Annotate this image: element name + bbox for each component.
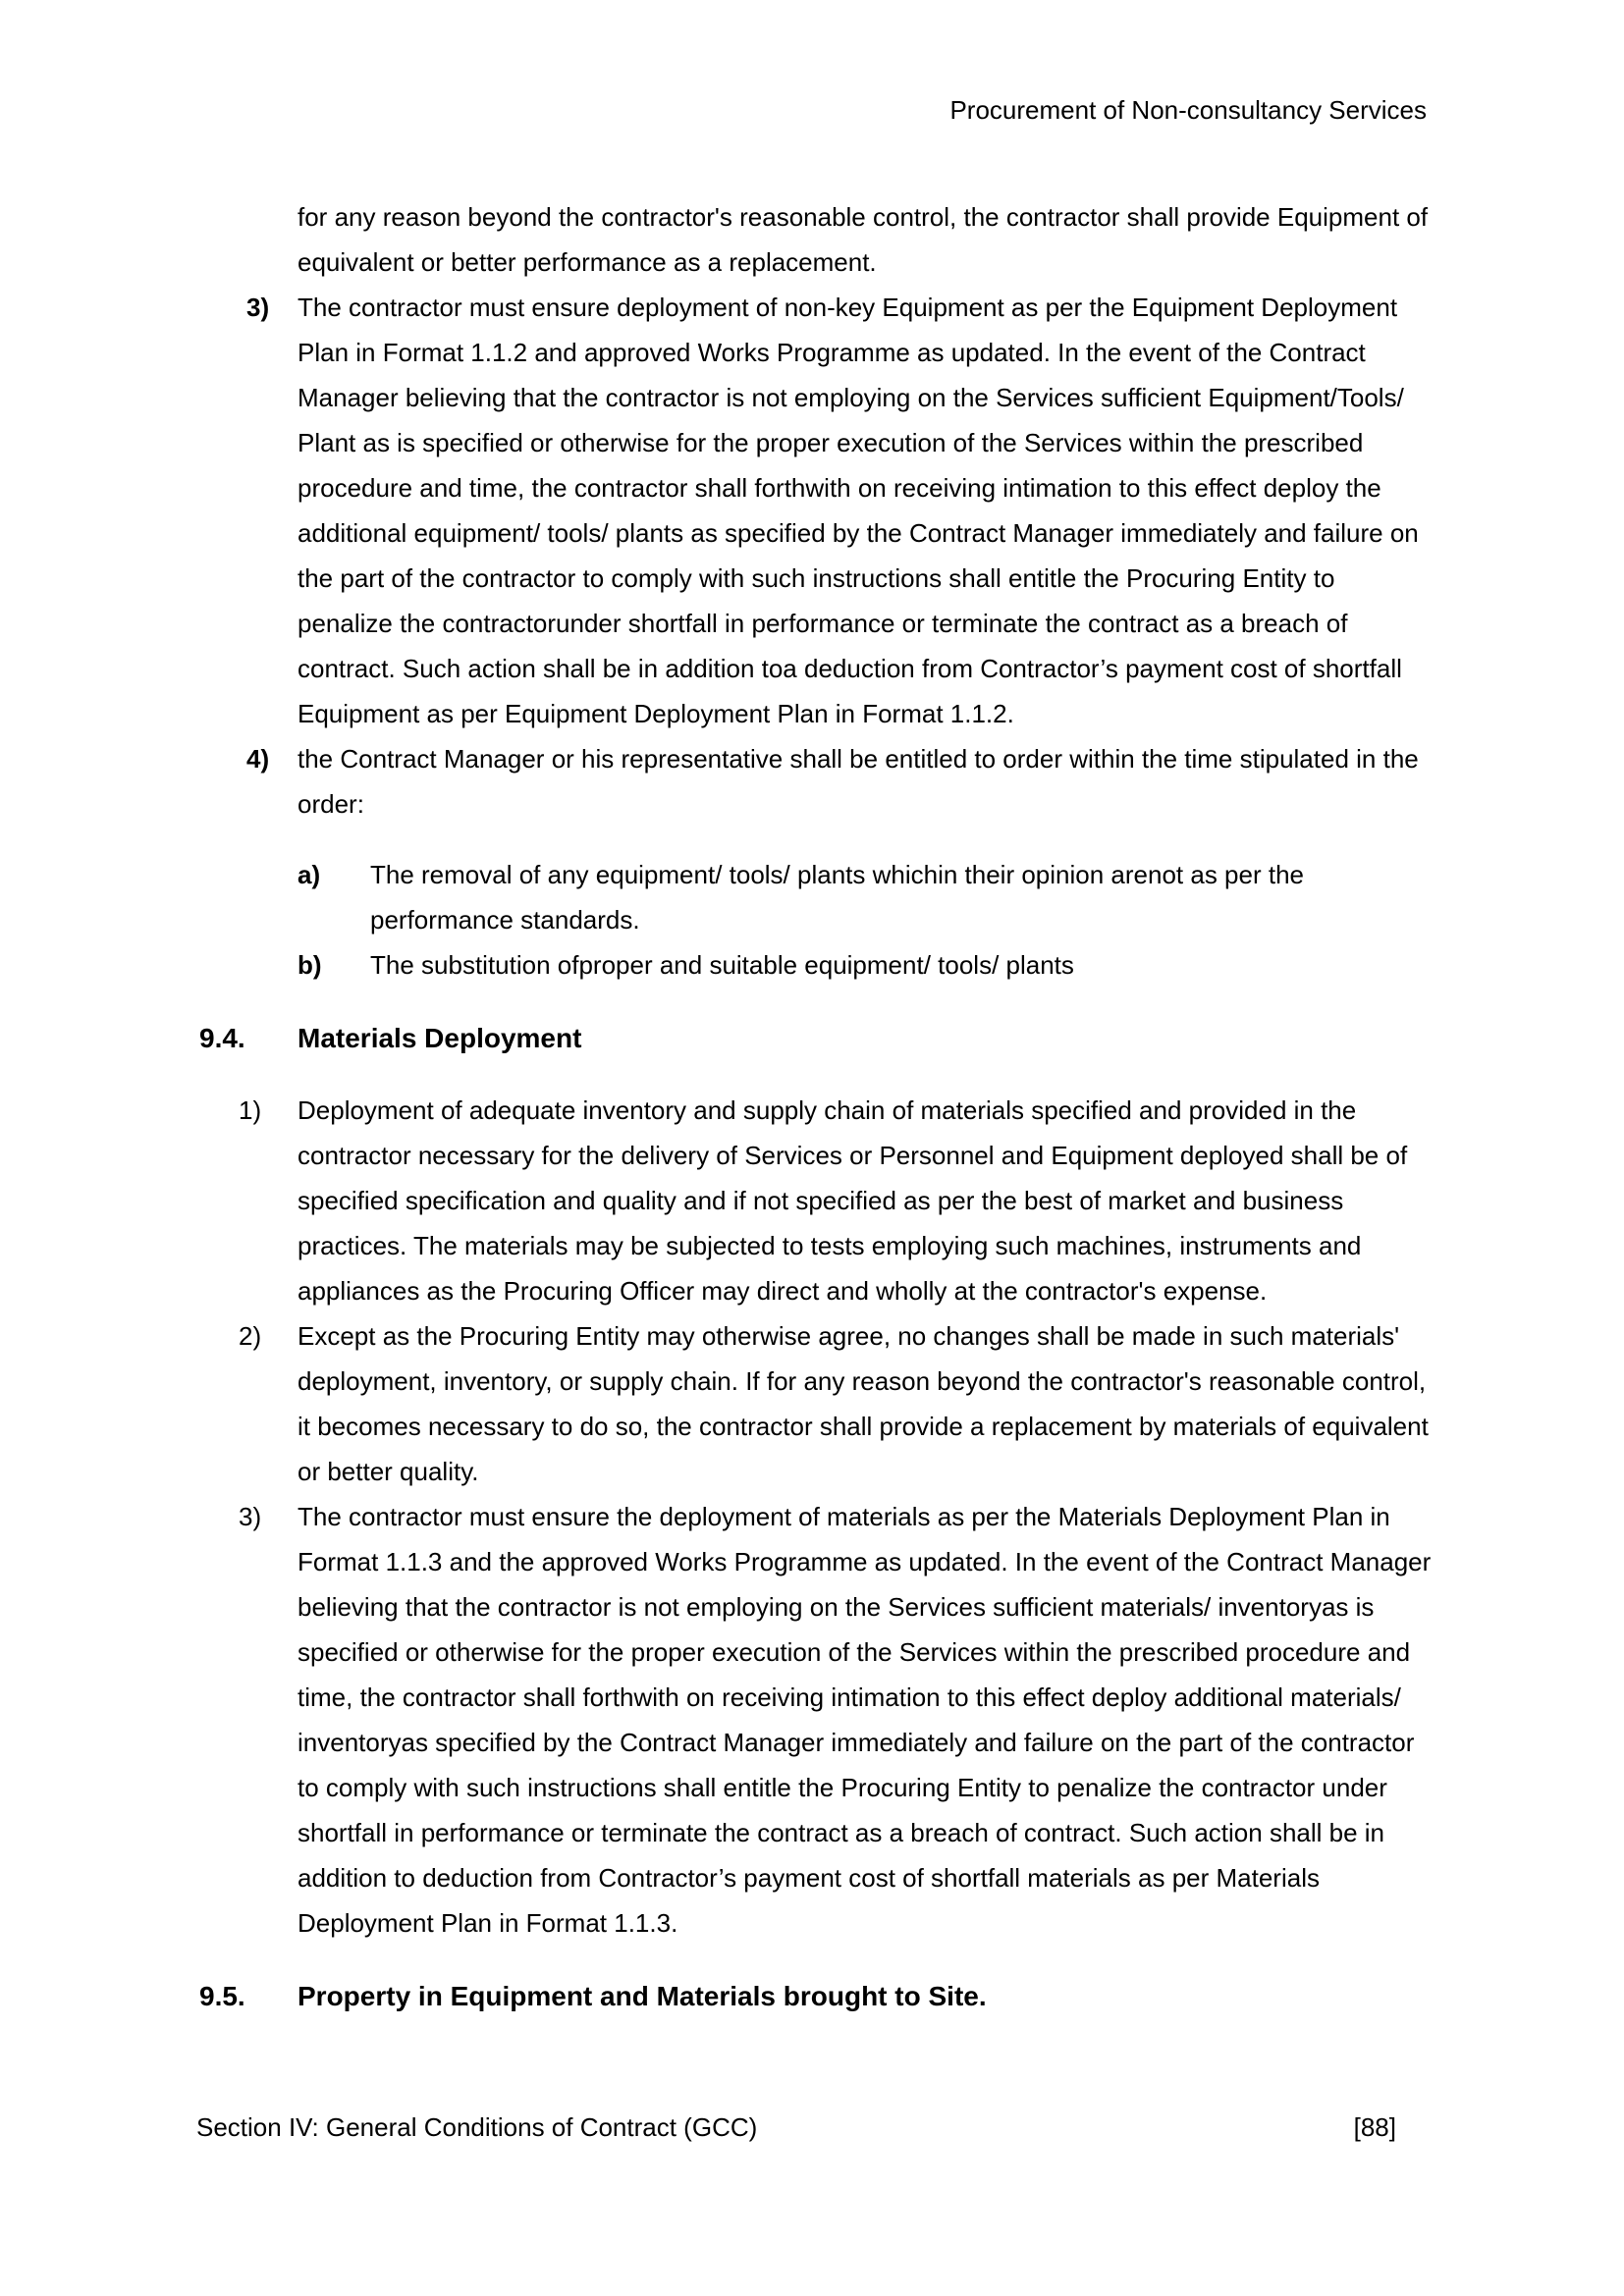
footer-section-label: Section IV: General Conditions of Contract (GCC) (196, 2112, 758, 2142)
section-heading-9-4 (199, 1015, 1434, 1062)
sublist-item-a (199, 852, 1434, 942)
sublist-item-b (199, 942, 1434, 988)
list-marker: 2) (239, 1321, 262, 1351)
sublist-text: The removal of any equipment/ tools/ plants whichin their opinion arenot as per the performance standards. (370, 860, 1304, 934)
section-title: Materials Deployment (298, 1023, 582, 1053)
list-text: Except as the Procuring Entity may otherwise agree, no changes shall be made in such materials' deployment, inventory, or supply chain. If for any reason beyond the contractor's reasonable control, it becomes necessary to do so, the contractor shall provide a replacement by materials of equivalent or better quality. (298, 1321, 1429, 1486)
list-text: The contractor must ensure deployment of non-key Equipment as per the Equipment Deployment Plan in Format 1.1.2 and approved Works Programme as updated. In the event of the Contract Manager believing that the contractor is not employing on the Services sufficient Equipment/Tools/ Plant as is specified or otherwise for the proper execution of the Services within the prescribed procedure and time, the contractor shall forthwith on receiving intimation to this effect deploy the additional equipment/ tools/ plants as specified by the Contract Manager immediately and failure on the part of the contractor to comply with such instructions shall entitle the Procuring Entity to penalize the contractorunder shortfall in performance or terminate the contract as a breach of contract. Such action shall be in addition toa deduction from Contractor’s payment cost of shortfall Equipment as per Equipment Deployment Plan in Format 1.1.2. (298, 293, 1419, 728)
footer-page-number: [88] (1353, 2112, 1396, 2142)
list-item-materials-2 (199, 1313, 1434, 1494)
page-footer (196, 2112, 1396, 2143)
sublist-marker: a) (298, 860, 321, 889)
page-header-title: Procurement of Non-consultancy Services (949, 95, 1427, 125)
list-marker: 3) (239, 1502, 262, 1531)
list-item-materials-3 (199, 1494, 1434, 1946)
list-marker: 3) (246, 293, 270, 322)
list-item-equipment-3 (199, 285, 1434, 736)
section-number: 9.4. (199, 1023, 245, 1053)
continuation-paragraph: for any reason beyond the contractor's reasonable control, the contractor shall provide Equipment of equivalent or better performance as a replacement. (298, 202, 1429, 277)
list-text: The contractor must ensure the deployment of materials as per the Materials Deployment Plan in Format 1.1.3 and the approved Works Programme as updated. In the event of the Contract Manager believing that the contractor is not employing on the Services sufficient materials/ inventoryas is specified or otherwise for the proper execution of the Services within the prescribed procedure and time, the contractor shall forthwith on receiving intimation to this effect deploy additional materials/ inventoryas specified by the Contract Manager immediately and failure on the part of the contractor to comply with such instructions shall entitle the Procuring Entity to penalize the contractor under shortfall in performance or terminate the contract as a breach of contract. Such action shall be in addition to deduction from Contractor’s payment cost of shortfall materials as per Materials Deployment Plan in Format 1.1.3. (298, 1502, 1432, 1938)
list-text: the Contract Manager or his representative shall be entitled to order within the time stipulated in the order: (298, 744, 1419, 819)
section-heading-9-5 (199, 1973, 1434, 2020)
list-item-equipment-4 (199, 736, 1434, 827)
list-text: Deployment of adequate inventory and supply chain of materials specified and provided in the contractor necessary for the delivery of Services or Personnel and Equipment deployed shall be of specified specification and quality and if not specified as per the best of market and business practices. The materials may be subjected to tests employing such machines, instruments and appliances as the Procuring Officer may direct and wholly at the contractor's expense. (298, 1095, 1408, 1306)
list-marker: 4) (246, 744, 270, 774)
list-item-materials-1 (199, 1088, 1434, 1313)
section-number: 9.5. (199, 1981, 245, 2011)
section-title: Property in Equipment and Materials brought to Site. (298, 1981, 987, 2011)
list-marker: 1) (239, 1095, 262, 1125)
sublist-marker: b) (298, 950, 322, 980)
sublist-text: The substitution ofproper and suitable equipment/ tools/ plants (370, 950, 1074, 980)
document-content (199, 194, 1434, 2020)
